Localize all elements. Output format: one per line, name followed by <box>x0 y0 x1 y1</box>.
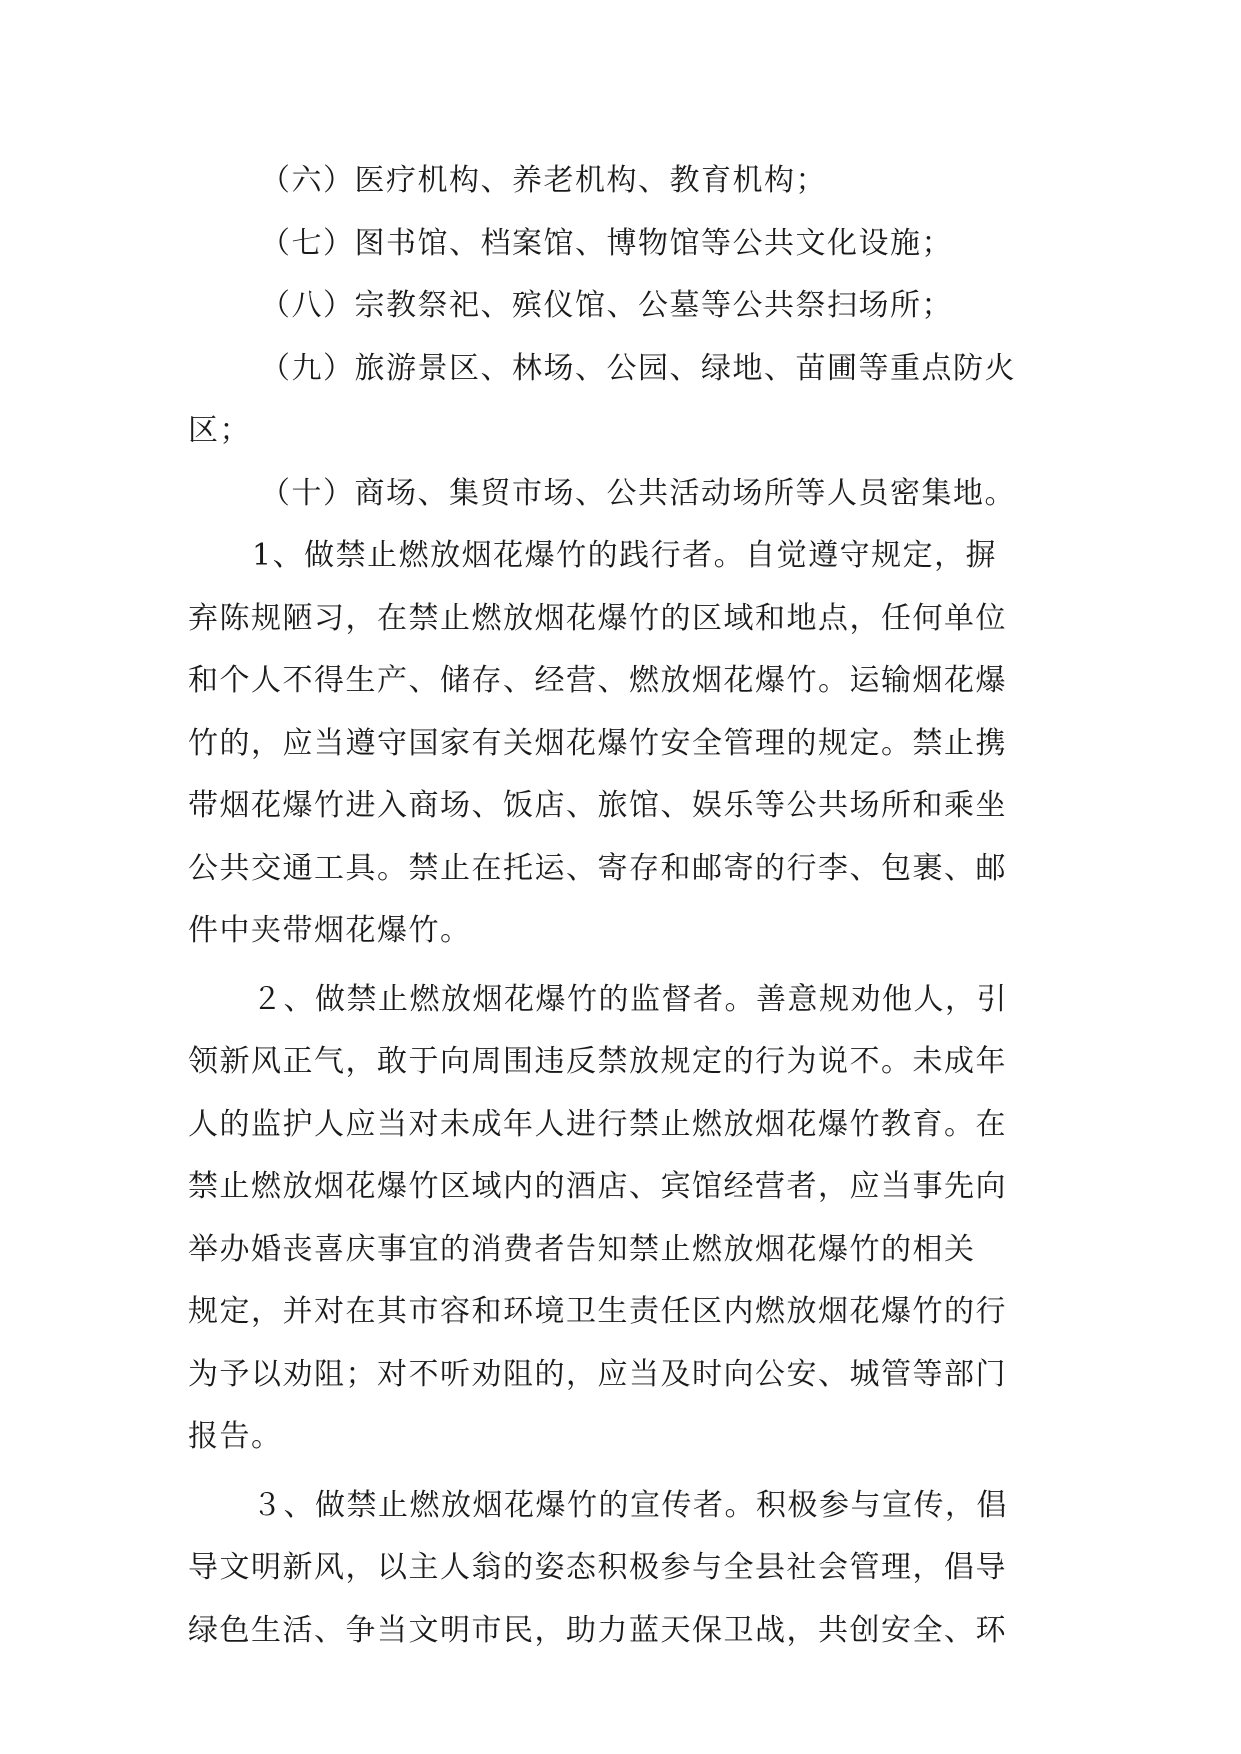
paragraph-line: 导文明新风，以主人翁的姿态积极参与全县社会管理，倡导 <box>188 1550 1007 1585</box>
list-item: （十）商场、集贸市场、公共活动场所等人员密集地。 <box>260 475 1016 511</box>
paragraph-line: 报告。 <box>188 1419 283 1454</box>
list-item: （七）图书馆、档案馆、博物馆等公共文化设施； <box>260 225 953 261</box>
paragraph-line: 件中夹带烟花爆竹。 <box>188 913 472 948</box>
paragraph-line: 公共交通工具。禁止在托运、寄存和邮寄的行李、包裹、邮 <box>188 850 1007 886</box>
paragraph-line: 1、做禁止燃放烟花爆竹的践行者。自觉遵守规定，摒 <box>252 538 998 573</box>
paragraph-line: 举办婚丧喜庆事宜的消费者告知禁止燃放烟花爆竹的相关 <box>188 1231 976 1267</box>
document-body <box>188 150 1058 1662</box>
paragraph-line: 和个人不得生产、储存、经营、燃放烟花爆竹。运输烟花爆 <box>188 663 1007 698</box>
list-item: （八）宗教祭祀、殡仪馆、公墓等公共祭扫场所； <box>260 288 953 323</box>
paragraph-line: 竹的，应当遵守国家有关烟花爆竹安全管理的规定。禁止携 <box>188 725 1007 761</box>
paragraph-line: ２、做禁止燃放烟花爆竹的监督者。善意规劝他人，引 <box>252 981 1008 1017</box>
list-item: （九）旅游景区、林场、公园、绿地、苗圃等重点防火 <box>260 350 1016 386</box>
paragraph-line: 弃陈规陋习，在禁止燃放烟花爆竹的区域和地点，任何单位 <box>188 600 1007 636</box>
paragraph-line: 绿色生活、争当文明市民，助力蓝天保卫战，共创安全、环 <box>188 1612 1007 1648</box>
paragraph-line: ３、做禁止燃放烟花爆竹的宣传者。积极参与宣传，倡 <box>252 1487 1008 1523</box>
list-item: （六）医疗机构、养老机构、教育机构； <box>260 163 827 198</box>
paragraph-line: 人的监护人应当对未成年人进行禁止燃放烟花爆竹教育。在 <box>188 1106 1007 1142</box>
list-item-continuation: 区； <box>188 413 251 448</box>
paragraph-line: 规定，并对在其市容和环境卫生责任区内燃放烟花爆竹的行 <box>188 1294 1007 1329</box>
paragraph-line: 带烟花爆竹进入商场、饭店、旅馆、娱乐等公共场所和乘坐 <box>188 788 1007 823</box>
paragraph-line: 禁止燃放烟花爆竹区域内的酒店、宾馆经营者，应当事先向 <box>188 1169 1007 1204</box>
paragraph-line: 为予以劝阻；对不听劝阻的，应当及时向公安、城管等部门 <box>188 1356 1007 1392</box>
paragraph-line: 领新风正气，敢于向周围违反禁放规定的行为说不。未成年 <box>188 1044 1007 1079</box>
